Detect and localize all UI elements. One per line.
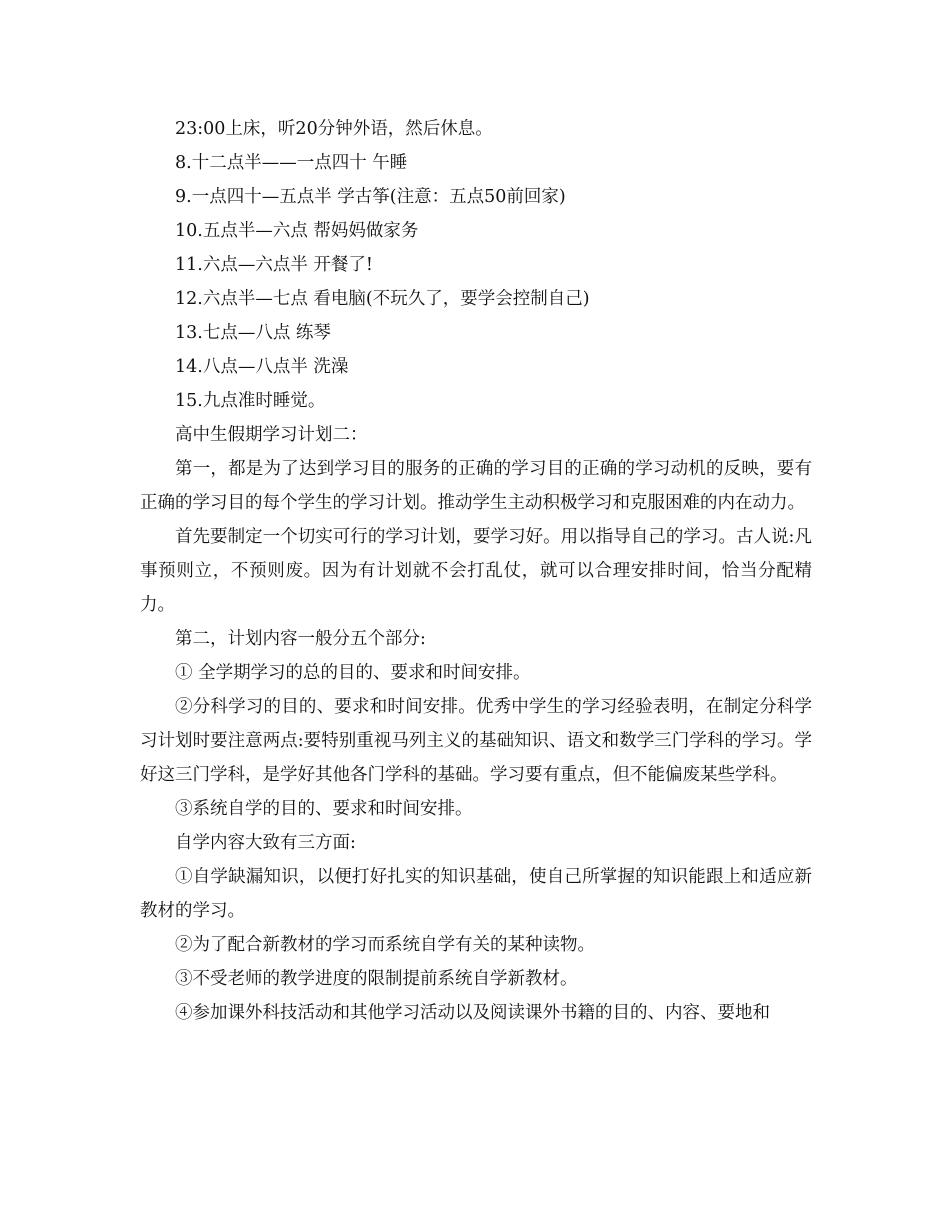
paragraph-point-1: ① 全学期学习的总的目的、要求和时间安排。 bbox=[175, 663, 531, 683]
paragraph-make-plan: 首先要制定一个切实可行的学习计划，要学习好。用以指导自己的学习。古人说:凡事预则立，不预则废。因为有计划就不会打乱仗，就可以合理安排时间，恰当分配精力。 bbox=[140, 527, 812, 615]
paragraph-self-study-1: ①自学缺漏知识，以便打好扎实的知识基础，使自己所掌握的知识能跟上和适应新教材的学习。 bbox=[140, 867, 812, 921]
paragraph-item-11: 11.六点—六点半 开餐了! bbox=[175, 255, 373, 275]
paragraph-bedtime: 23:00上床，听20分钟外语，然后休息。 bbox=[175, 119, 493, 139]
document-body bbox=[140, 112, 812, 1030]
section-heading-plan-two: 高中生假期学习计划二： bbox=[175, 425, 368, 445]
paragraph-self-study-2: ②为了配合新教材的学习而系统自学有关的某种读物。 bbox=[175, 935, 595, 955]
paragraph-item-8: 8.十二点半——一点四十 午睡 bbox=[175, 153, 408, 173]
paragraph-item-14: 14.八点—八点半 洗澡 bbox=[175, 357, 349, 377]
paragraph-point-4: ④参加课外科技活动和其他学习活动以及阅读课外书籍的目的、内容、要地和 bbox=[175, 1003, 770, 1023]
paragraph-item-13: 13.七点—八点 练琴 bbox=[175, 323, 331, 343]
paragraph-item-15: 15.九点准时睡觉。 bbox=[175, 391, 326, 411]
paragraph-item-9: 9.一点四十—五点半 学古筝(注意：五点50前回家) bbox=[175, 187, 566, 207]
paragraph-second: 第二，计划内容一般分五个部分: bbox=[175, 629, 426, 649]
paragraph-first: 第一，都是为了达到学习目的服务的正确的学习目的正确的学习动机的反映，要有正确的学习目的每个学生的学习计划。推动学生主动积极学习和克服困难的内在动力。 bbox=[140, 459, 812, 513]
paragraph-item-10: 10.五点半—六点 帮妈妈做家务 bbox=[175, 221, 419, 241]
paragraph-self-study-3: ③不受老师的教学进度的限制提前系统自学新教材。 bbox=[175, 969, 578, 989]
paragraph-point-2: ②分科学习的目的、要求和时间安排。优秀中学生的学习经验表明，在制定分科学习计划时要注意两点:要特别重视马列主义的基础知识、语文和数学三门学科的学习。学好这三门学科，是学好其他各门学科的基础。学习要有重点，但不能偏废某些学科。 bbox=[140, 697, 812, 785]
paragraph-item-12: 12.六点半—七点 看电脑(不玩久了，要学会控制自己) bbox=[175, 289, 590, 309]
paragraph-point-3: ③系统自学的目的、要求和时间安排。 bbox=[175, 799, 473, 819]
paragraph-self-study-intro: 自学内容大致有三方面: bbox=[175, 833, 356, 853]
